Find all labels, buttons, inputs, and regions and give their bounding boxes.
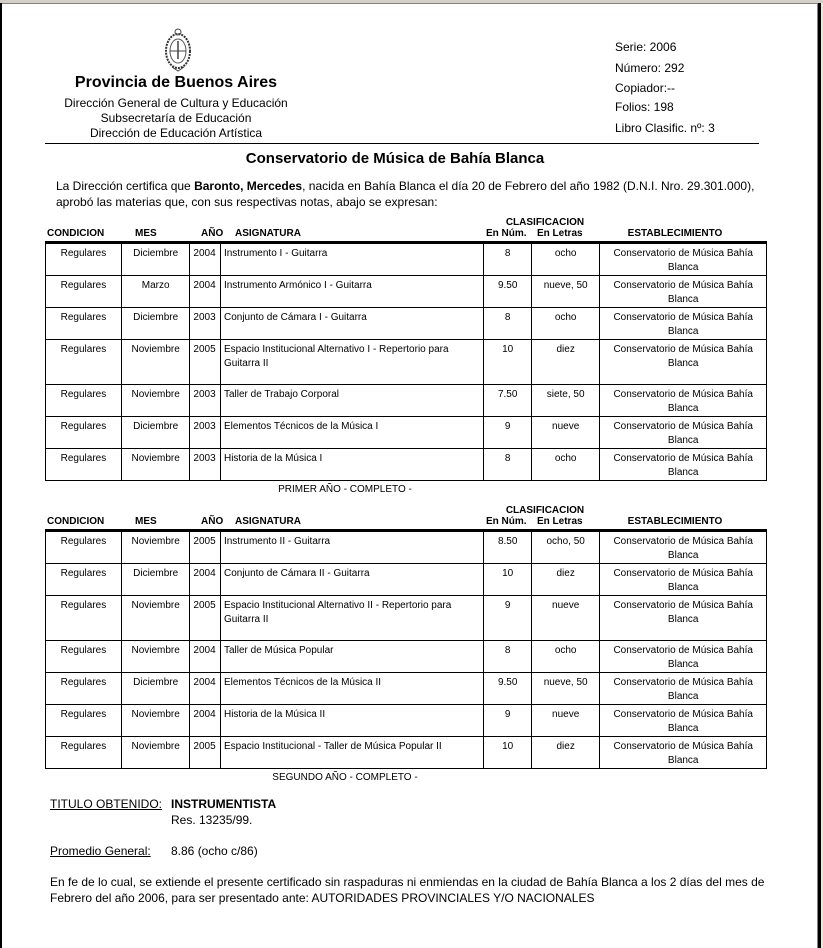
cell-mes: Noviembre [121,449,190,481]
col-establecimiento: ESTABLECIMIENTO [627,516,723,527]
cell-ano: 2004 [190,673,221,705]
col-clasificacion: CLASIFICACION [505,505,585,516]
header-line-1: Dirección General de Cultura y Educación [64,96,288,110]
col-en-letras: En Letras [537,516,583,527]
cell-condicion: Regulares [46,673,122,705]
cell-en-letras: nueve [531,705,600,737]
cell-en-num: 10 [484,737,531,769]
table-row [46,385,767,417]
cell-asignatura: Instrumento Armónico I - Guitarra [220,276,484,308]
window-left-border [0,3,2,948]
resolution: Res. 13235/99. [171,813,253,827]
cell-asignatura: Instrumento II - Guitarra [220,532,484,564]
cell-establecimiento: Conservatorio de Música Bahía Blanca [600,641,767,673]
cell-ano: 2003 [190,417,221,449]
cell-en-num: 9 [484,417,531,449]
cell-en-letras: nueve [531,596,600,641]
cell-establecimiento: Conservatorio de Música Bahía Blanca [600,705,767,737]
cell-en-num: 9.50 [484,276,531,308]
cell-mes: Noviembre [121,340,190,385]
cell-mes: Marzo [121,276,190,308]
student-name: Baronto, Mercedes [194,179,303,193]
cell-asignatura: Taller de Música Popular [220,641,484,673]
cell-condicion: Regulares [46,340,122,385]
cell-establecimiento: Conservatorio de Música Bahía Blanca [600,276,767,308]
table-row [46,641,767,673]
cell-establecimiento: Conservatorio de Música Bahía Blanca [600,596,767,641]
cell-mes: Diciembre [121,417,190,449]
header-divider [45,143,759,144]
cell-asignatura: Espacio Institucional Alternativo II - Repertorio para Guitarra II [220,596,484,641]
cell-ano: 2005 [190,532,221,564]
cell-asignatura: Espacio Institucional Alternativo I - Repertorio para Guitarra II [220,340,484,385]
col-ano: AÑO [201,516,224,527]
cell-establecimiento: Conservatorio de Música Bahía Blanca [600,417,767,449]
col-mes: MES [135,516,157,527]
cell-asignatura: Conjunto de Cámara I - Guitarra [220,308,484,340]
cell-en-num: 9 [484,705,531,737]
cell-en-letras: diez [531,737,600,769]
cell-mes: Noviembre [121,532,190,564]
cell-condicion: Regulares [46,276,122,308]
table-row [46,340,767,385]
table-header-year-1 [45,218,767,240]
cell-condicion: Regulares [46,564,122,596]
cell-en-num: 10 [484,340,531,385]
cell-condicion: Regulares [46,449,122,481]
col-mes: MES [135,228,157,239]
table-row [46,417,767,449]
cell-en-letras: ocho [531,641,600,673]
cell-asignatura: Conjunto de Cámara II - Guitarra [220,564,484,596]
cell-asignatura: Elementos Técnicos de la Música I [220,417,484,449]
numero: Número: 292 [615,61,685,75]
province-title: Provincia de Buenos Aires [74,74,278,91]
cell-establecimiento: Conservatorio de Música Bahía Blanca [600,449,767,481]
cell-asignatura: Historia de la Música I [220,449,484,481]
cell-mes: Noviembre [121,385,190,417]
cell-en-letras: nueve [531,417,600,449]
col-condicion: CONDICION [47,228,105,239]
cell-condicion: Regulares [46,417,122,449]
cell-en-letras: nueve, 50 [531,276,600,308]
cell-establecimiento: Conservatorio de Música Bahía Blanca [600,532,767,564]
cell-en-num: 8 [484,244,531,276]
cell-en-letras: ocho, 50 [531,532,600,564]
grades-table-year-2 [45,531,767,769]
cell-establecimiento: Conservatorio de Música Bahía Blanca [600,673,767,705]
cell-mes: Noviembre [121,596,190,641]
cell-en-letras: ocho [531,449,600,481]
table-row [46,532,767,564]
cell-en-letras: ocho [531,308,600,340]
copiador: Copiador:-- [615,81,676,95]
year-2-summary: SEGUNDO AÑO - COMPLETO - [272,772,418,783]
cell-establecimiento: Conservatorio de Música Bahía Blanca [600,385,767,417]
table-row [46,564,767,596]
cell-en-num: 9.50 [484,673,531,705]
titulo-label: TITULO OBTENIDO: [50,797,163,811]
cell-ano: 2004 [190,244,221,276]
cell-mes: Noviembre [121,705,190,737]
cell-ano: 2004 [190,276,221,308]
libro-clasific: Libro Clasific. nº: 3 [615,121,715,135]
cell-establecimiento: Conservatorio de Música Bahía Blanca [600,564,767,596]
table-row [46,737,767,769]
col-establecimiento: ESTABLECIMIENTO [627,228,723,239]
table-row [46,308,767,340]
cell-condicion: Regulares [46,641,122,673]
cell-ano: 2004 [190,564,221,596]
table-row [46,705,767,737]
grades-table-year-1 [45,243,767,481]
cell-en-letras: nueve, 50 [531,673,600,705]
cell-ano: 2005 [190,596,221,641]
closing-statement: En fe de lo cual, se extiende el presente certificado sin raspaduras ni enmiendas en la ciudad de Bahía Blanca a los 2 días del mes de Febrero del año 2006, para ser presentado ante: AUTORIDADES PROVINCIALES Y/O NACIONALES [50,875,765,905]
col-condicion: CONDICION [47,516,105,527]
table-row [46,244,767,276]
table-header-year-2 [45,506,767,528]
cell-condicion: Regulares [46,385,122,417]
cell-condicion: Regulares [46,705,122,737]
intro-text-after: , nacida en Bahía Blanca el día 20 de Febrero del año 1982 (D.N.I. Nro. 29.301.000), aprobó las materias que, con sus respectivas notas, abajo se expresan: [56,179,755,209]
cell-establecimiento: Conservatorio de Música Bahía Blanca [600,308,767,340]
cell-en-letras: siete, 50 [531,385,600,417]
cell-asignatura: Historia de la Música II [220,705,484,737]
cell-en-letras: diez [531,340,600,385]
cell-asignatura: Espacio Institucional - Taller de Música Popular II [220,737,484,769]
col-en-letras: En Letras [537,228,583,239]
cell-ano: 2005 [190,737,221,769]
cell-asignatura: Instrumento I - Guitarra [220,244,484,276]
institution-title: Conservatorio de Música de Bahía Blanca [245,150,545,167]
col-en-num: En Núm. [486,516,527,527]
cell-en-num: 7.50 [484,385,531,417]
cell-establecimiento: Conservatorio de Música Bahía Blanca [600,244,767,276]
year-1-summary: PRIMER AÑO - COMPLETO - [278,484,412,495]
cell-en-num: 8 [484,308,531,340]
serie: Serie: 2006 [615,40,677,54]
cell-condicion: Regulares [46,596,122,641]
cell-asignatura: Taller de Trabajo Corporal [220,385,484,417]
window-top-border [0,0,823,4]
cell-mes: Noviembre [121,641,190,673]
cell-en-num: 8 [484,641,531,673]
table-row [46,449,767,481]
cell-ano: 2004 [190,641,221,673]
header-line-2: Subsecretaría de Educación [100,111,252,125]
col-asignatura: ASIGNATURA [235,228,301,239]
col-ano: AÑO [201,228,224,239]
intro-text-before: La Dirección certifica que [56,179,195,193]
cell-mes: Noviembre [121,737,190,769]
cell-ano: 2004 [190,705,221,737]
header-line-3: Dirección de Educación Artística [89,126,263,140]
folios: Folios: 198 [615,100,674,114]
table-row [46,596,767,641]
table-row [46,673,767,705]
cell-en-num: 8 [484,449,531,481]
cell-en-num: 8.50 [484,532,531,564]
window-right-border [817,3,823,948]
cell-establecimiento: Conservatorio de Música Bahía Blanca [600,737,767,769]
titulo-value: INSTRUMENTISTA [171,797,277,811]
cell-mes: Diciembre [121,244,190,276]
cell-mes: Diciembre [121,673,190,705]
cell-ano: 2005 [190,340,221,385]
cell-en-num: 10 [484,564,531,596]
col-asignatura: ASIGNATURA [235,516,301,527]
coat-of-arms-icon [160,25,196,73]
cell-condicion: Regulares [46,244,122,276]
promedio-value: 8.86 (ocho c/86) [171,844,258,858]
cell-condicion: Regulares [46,532,122,564]
table-row [46,276,767,308]
cell-en-num: 9 [484,596,531,641]
col-clasificacion: CLASIFICACION [505,217,585,228]
cell-asignatura: Elementos Técnicos de la Música II [220,673,484,705]
cell-ano: 2003 [190,449,221,481]
cell-ano: 2003 [190,385,221,417]
cell-mes: Diciembre [121,308,190,340]
cell-ano: 2003 [190,308,221,340]
cell-condicion: Regulares [46,308,122,340]
promedio-label: Promedio General: [50,844,151,858]
cell-en-letras: ocho [531,244,600,276]
cell-en-letras: diez [531,564,600,596]
certification-intro [56,178,776,210]
cell-mes: Diciembre [121,564,190,596]
col-en-num: En Núm. [486,228,527,239]
cell-establecimiento: Conservatorio de Música Bahía Blanca [600,340,767,385]
cell-condicion: Regulares [46,737,122,769]
